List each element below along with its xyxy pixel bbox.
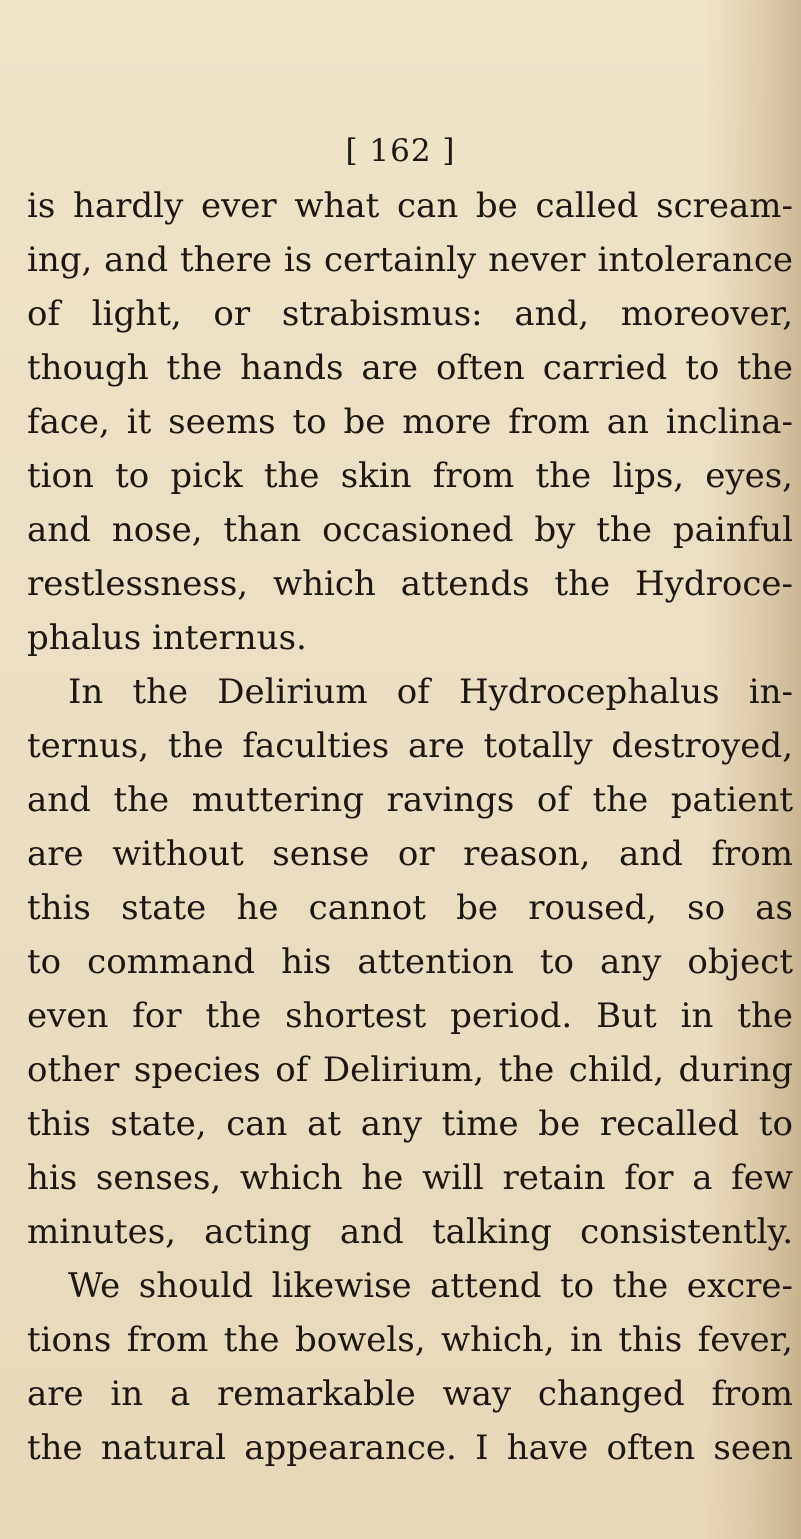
text-line-9: phalus internus. bbox=[27, 618, 307, 658]
text-line-2: ing, and there is certainly never intolerance bbox=[27, 240, 793, 280]
text-line-22: tions from the bowels, which, in this fever, bbox=[27, 1320, 793, 1360]
text-line-19: his senses, which he will retain for a few bbox=[27, 1158, 793, 1198]
text-line-17: other species of Delirium, the child, during bbox=[27, 1050, 793, 1090]
text-line-8: restlessness, which attends the Hydroce- bbox=[27, 564, 793, 604]
text-line-23: are in a remarkable way changed from bbox=[27, 1374, 793, 1414]
text-line-11: ternus, the faculties are totally destroyed, bbox=[27, 726, 793, 766]
text-line-6: tion to pick the skin from the lips, eyes, bbox=[27, 456, 793, 496]
text-line-14: this state he cannot be roused, so as bbox=[27, 888, 793, 928]
text-line-5: face, it seems to be more from an inclina- bbox=[27, 402, 793, 442]
text-line-20: minutes, acting and talking consistently. bbox=[27, 1212, 793, 1252]
text-line-4: though the hands are often carried to the bbox=[27, 348, 793, 388]
page-number-header: [ 162 ] bbox=[345, 133, 456, 169]
text-line-24: the natural appearance. I have often seen bbox=[27, 1428, 793, 1468]
text-line-16: even for the shortest period. But in the bbox=[27, 996, 793, 1036]
text-line-21: We should likewise attend to the excre- bbox=[68, 1266, 793, 1306]
text-line-15: to command his attention to any object bbox=[27, 942, 793, 982]
text-line-13: are without sense or reason, and from bbox=[27, 834, 793, 874]
text-line-12: and the muttering ravings of the patient bbox=[27, 780, 793, 820]
text-line-10: In the Delirium of Hydrocephalus in- bbox=[68, 672, 793, 712]
text-line-3: of light, or strabismus: and, moreover, bbox=[27, 294, 793, 334]
text-line-7: and nose, than occasioned by the painful bbox=[27, 510, 793, 550]
text-line-1: is hardly ever what can be called scream- bbox=[27, 186, 793, 226]
text-line-18: this state, can at any time be recalled to bbox=[27, 1104, 793, 1144]
